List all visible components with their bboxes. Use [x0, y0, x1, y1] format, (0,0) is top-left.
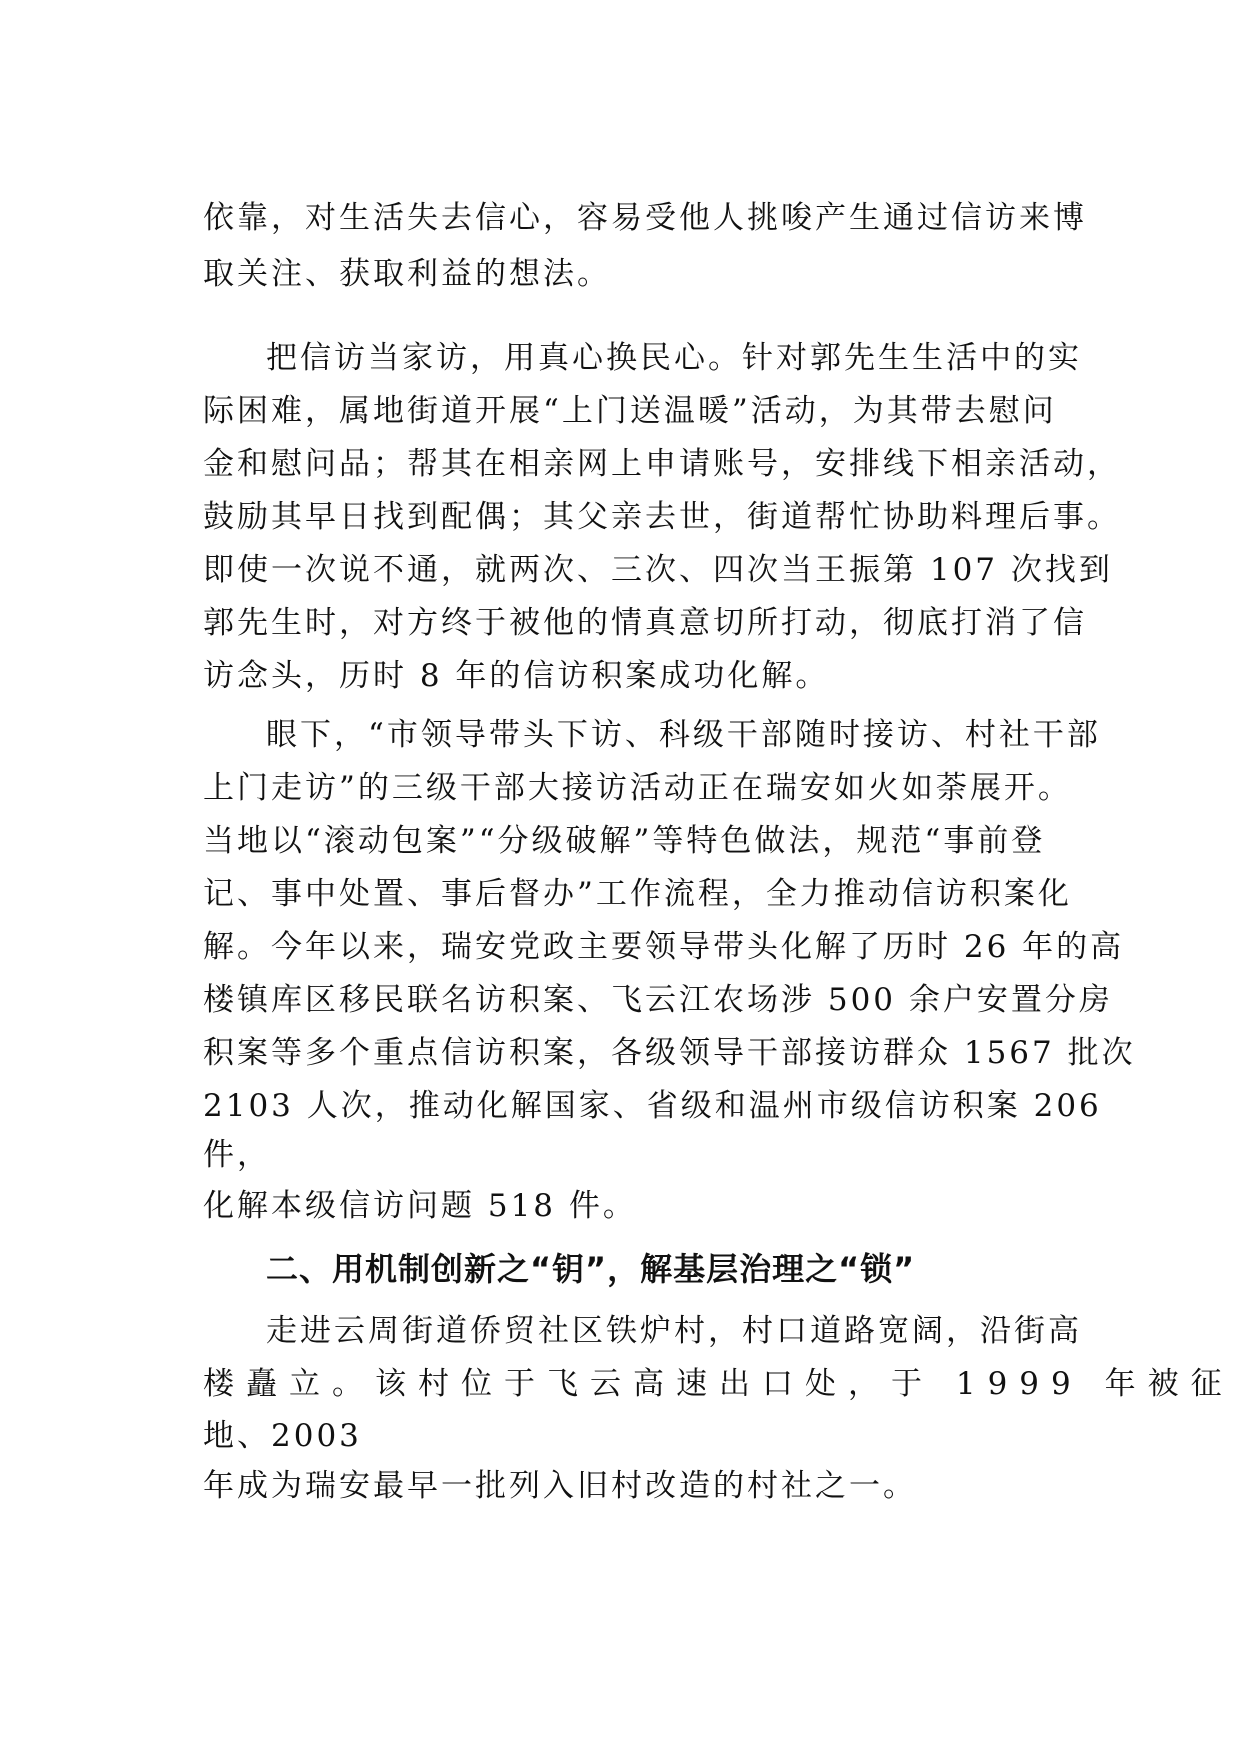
paragraph-line: 鼓励其早日找到配偶；其父亲去世，街道帮忙协助料理后事。: [203, 499, 1121, 535]
paragraph-line: 当地以“滚动包案”“分级破解”等特色做法，规范“事前登: [203, 823, 1046, 859]
paragraph-line: 金和慰问品；帮其在相亲网上申请账号，安排线下相亲活动，: [203, 446, 1121, 482]
section-heading: 二、用机制创新之“钥”，解基层治理之“锁”: [266, 1250, 916, 1288]
paragraph-line: 郭先生时，对方终于被他的情真意切所打动，彻底打消了信: [203, 605, 1087, 641]
paragraph-line: 眼下，“市领导带头下访、科级干部随时接访、村社干部: [266, 717, 1101, 753]
paragraph-line: 记、事中处置、事后督办”工作流程，全力推动信访积案化: [203, 876, 1072, 912]
paragraph-line: 解。今年以来，瑞安党政主要领导带头化解了历时 26 年的高: [203, 929, 1125, 965]
paragraph-line: 积案等多个重点信访积案，各级领导干部接访群众 1567 批次: [203, 1035, 1136, 1071]
paragraph-line: 2103 人次，推动化解国家、省级和温州市级信访积案 206: [203, 1088, 1102, 1124]
paragraph-line: 访念头，历时 8 年的信访积案成功化解。: [203, 658, 830, 694]
paragraph-line: 楼镇库区移民联名访积案、飞云江农场涉 500 余户安置分房: [203, 982, 1113, 1018]
paragraph-line: 取关注、获取利益的想法。: [203, 256, 611, 292]
paragraph-line: 化解本级信访问题 518 件。: [203, 1188, 637, 1224]
paragraph-line: 际困难，属地街道开展“上门送温暖”活动，为其带去慰问: [203, 393, 1057, 429]
paragraph-line: 地、2003: [203, 1418, 362, 1454]
paragraph-line: 依靠，对生活失去信心，容易受他人挑唆产生通过信访来博: [203, 200, 1087, 236]
paragraph-line: 走进云周街道侨贸社区铁炉村，村口道路宽阔，沿街高: [266, 1313, 1082, 1349]
paragraph-line: 楼矗立。该村位于飞云高速出口处，于 1999 年被征: [203, 1366, 1234, 1402]
paragraph-line: 年成为瑞安最早一批列入旧村改造的村社之一。: [203, 1468, 917, 1504]
paragraph-line: 即使一次说不通，就两次、三次、四次当王振第 107 次找到: [203, 552, 1113, 588]
paragraph-line: 上门走访”的三级干部大接访活动正在瑞安如火如荼展开。: [203, 770, 1072, 806]
paragraph-line: 件，: [203, 1137, 271, 1173]
paragraph-line: 把信访当家访，用真心换民心。针对郭先生生活中的实: [266, 340, 1082, 376]
